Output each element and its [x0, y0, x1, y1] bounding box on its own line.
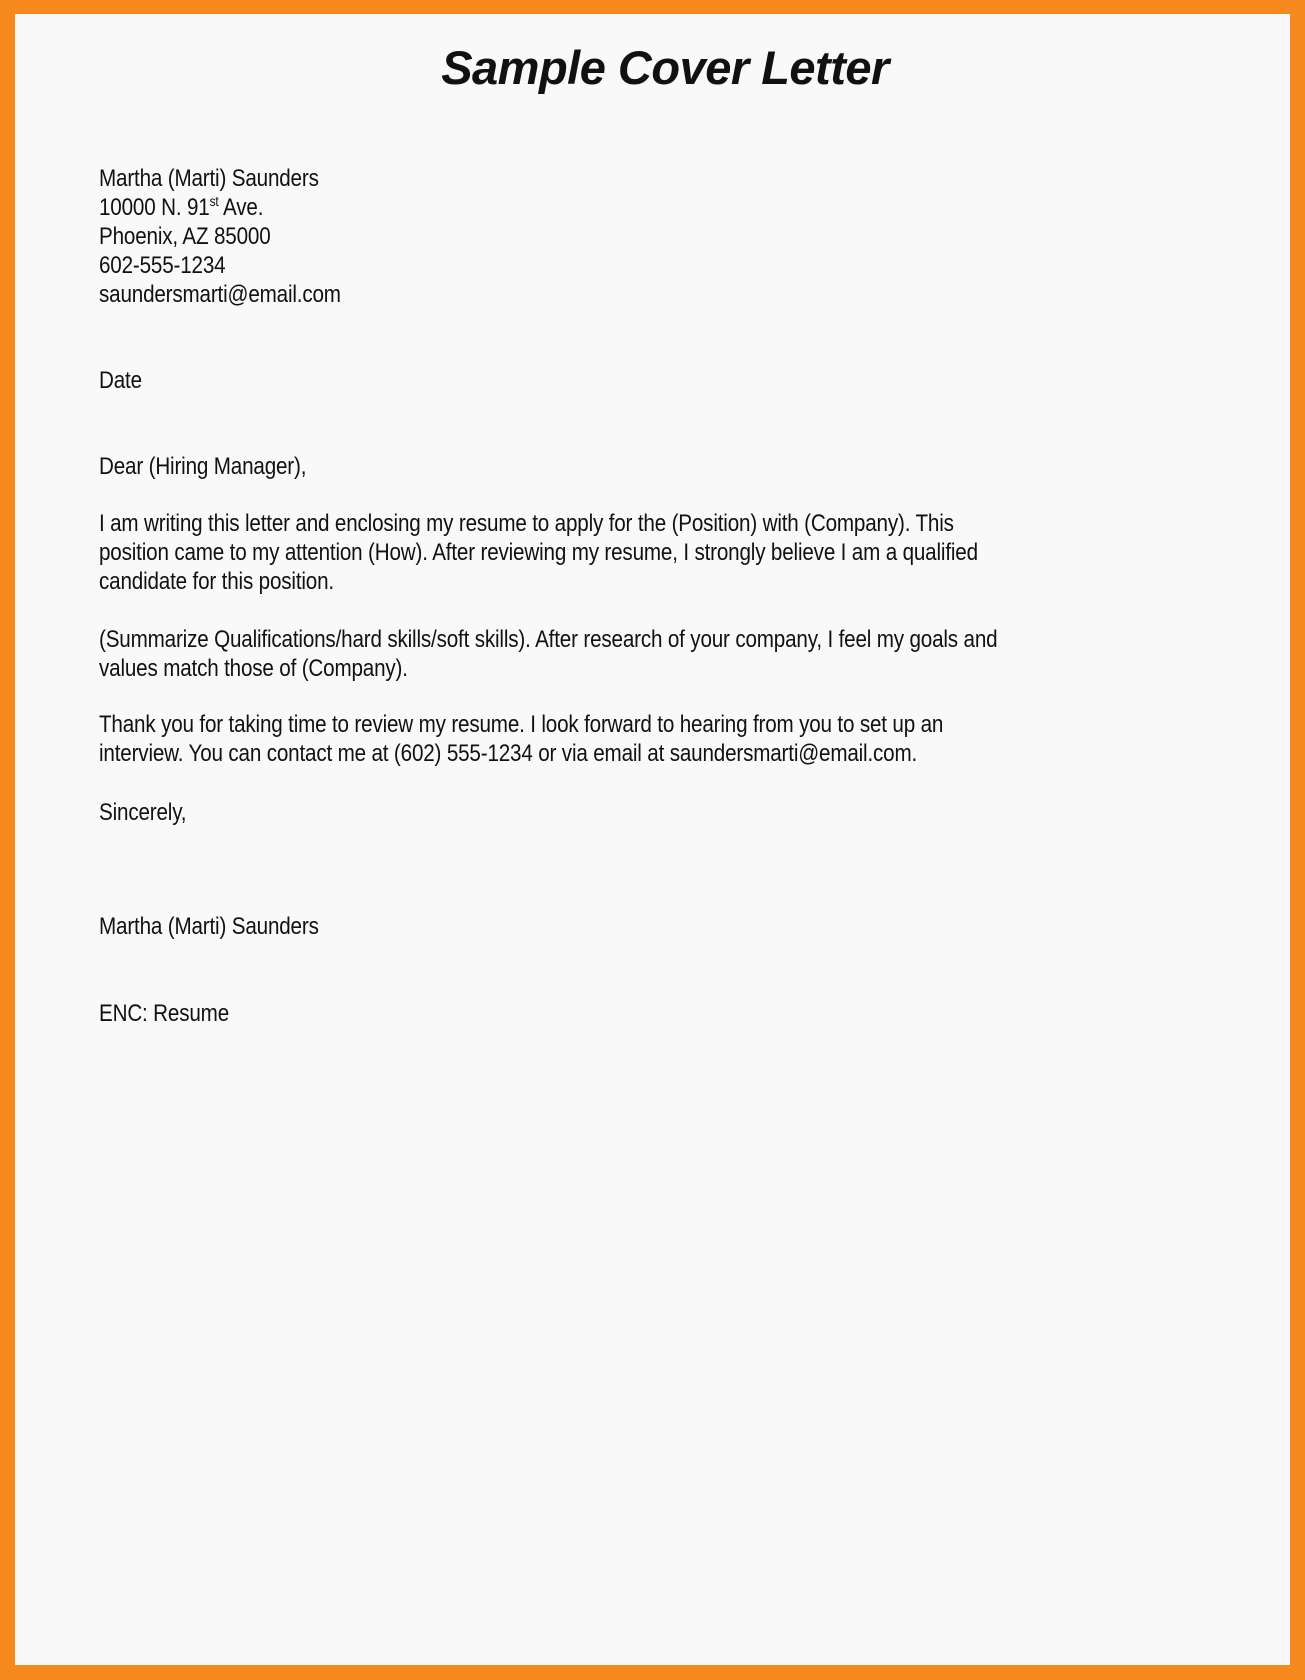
- paragraph-line: interview. You can contact me at (602) 555-1234 or via email at saundersmarti@email.com.: [99, 740, 918, 767]
- enclosure: ENC: Resume: [99, 1000, 230, 1027]
- sender-city: Phoenix, AZ 85000: [99, 223, 271, 250]
- paragraph-1: [99, 509, 978, 596]
- closing: Sincerely,: [99, 799, 187, 826]
- paragraph-line: candidate for this position.: [99, 568, 334, 595]
- paragraph-line: I am writing this letter and enclosing my resume to apply for the (Position) with (Company). This: [99, 510, 954, 537]
- salutation: Dear (Hiring Manager),: [99, 453, 307, 480]
- address-text: 10000 N. 91: [99, 194, 210, 221]
- signature: Martha (Marti) Saunders: [99, 913, 319, 940]
- paragraph-2: [99, 625, 997, 683]
- paragraph-line: position came to my attention (How). After reviewing my resume, I strongly believe I am a qualified: [99, 539, 978, 566]
- date: Date: [99, 367, 142, 394]
- paragraph-line: Thank you for taking time to review my resume. I look forward to hearing from you to set up an: [99, 711, 944, 738]
- address-suffix: Ave.: [218, 194, 264, 221]
- sender-address: [99, 193, 341, 222]
- address-sup: st: [209, 193, 219, 209]
- paragraph-3: [99, 710, 943, 768]
- paragraph-line: (Summarize Qualifications/hard skills/soft skills). After research of your company, I feel my goals and: [99, 626, 998, 653]
- page-title: Sample Cover Letter: [441, 41, 889, 94]
- paragraph-line: values match those of (Company).: [99, 655, 408, 682]
- sender-email: saundersmarti@email.com: [99, 281, 341, 308]
- sender-phone: 602-555-1234: [99, 252, 226, 279]
- sender-block: [99, 164, 341, 309]
- sender-name: Martha (Marti) Saunders: [99, 165, 319, 192]
